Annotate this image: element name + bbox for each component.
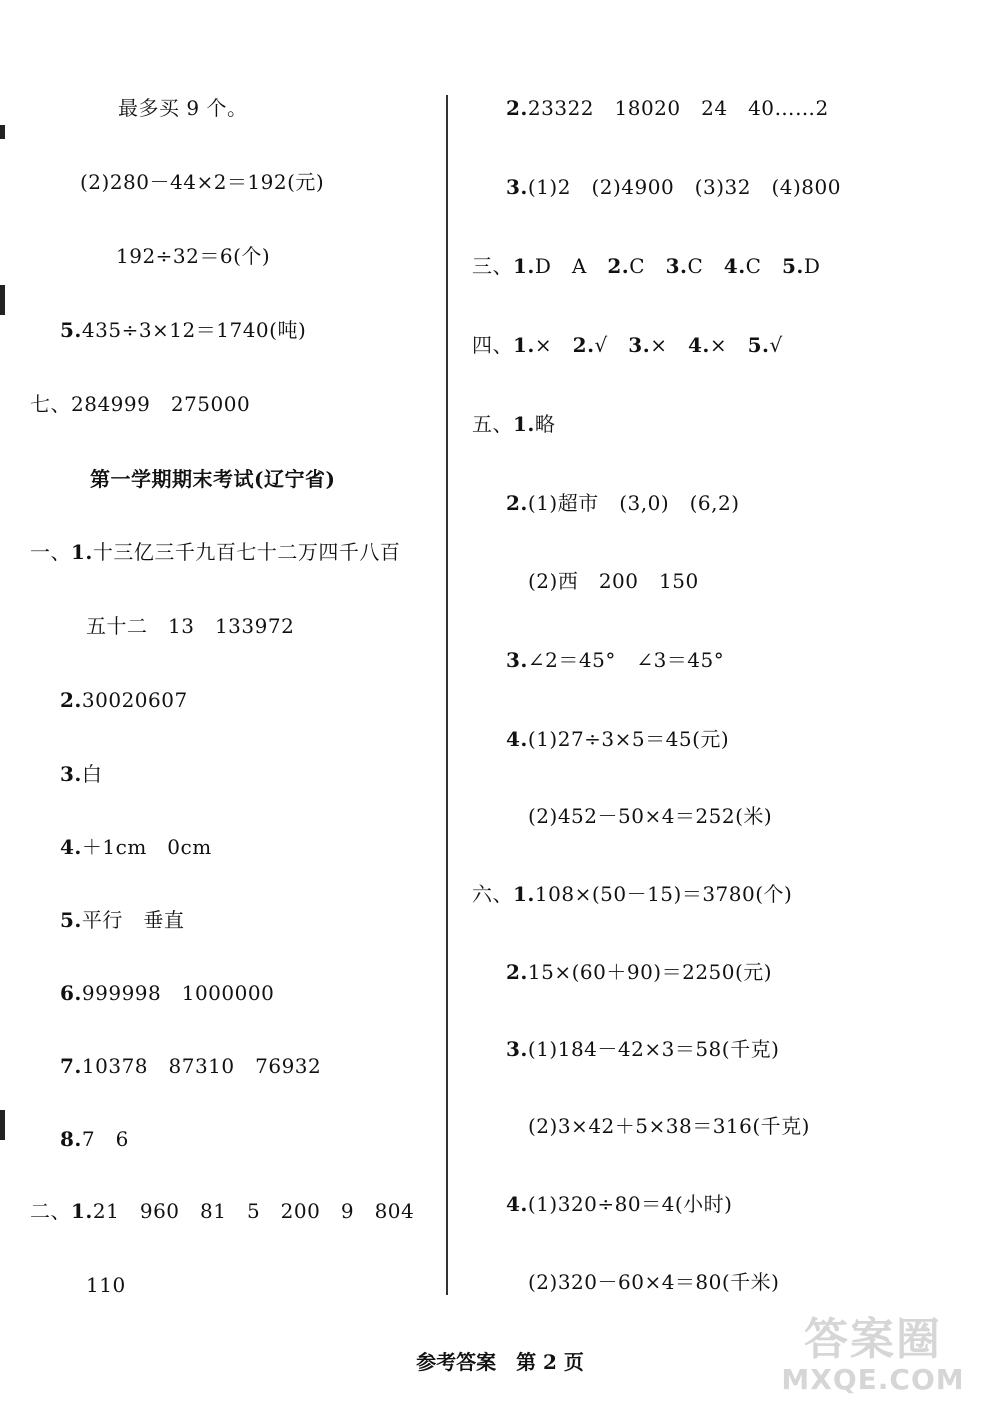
answer-line: (2)280－44×2＝192(元) xyxy=(80,170,325,194)
answer-line: 2.15×(60＋90)＝2250(元) xyxy=(506,960,773,984)
section-answer-line: 七、284999 275000 xyxy=(30,392,251,416)
answer-line: 2.(1)超市 (3,0) (6,2) xyxy=(506,491,740,515)
answer-line: 3.(1)2 (2)4900 (3)32 (4)800 xyxy=(506,175,841,199)
answer-line: 110 xyxy=(86,1273,126,1297)
answer-line: 二、1.21 960 81 5 200 9 804 xyxy=(30,1199,415,1223)
answer-line: 6.999998 1000000 xyxy=(60,981,275,1005)
answer-line: 3.∠2＝45° ∠3＝45° xyxy=(506,648,725,672)
binding-mark xyxy=(0,285,5,315)
watermark-url: MXQE.COM xyxy=(781,1363,965,1396)
answer-line: (2)320－60×4＝80(千米) xyxy=(528,1270,780,1294)
page-footer: 参考答案 第 2 页 xyxy=(416,1350,584,1374)
answer-line: 5.435÷3×12＝1740(吨) xyxy=(60,318,307,342)
site-watermark xyxy=(768,1314,978,1398)
watermark-logo-text: 答案圈 xyxy=(804,1314,942,1365)
column-divider xyxy=(446,95,448,1295)
answer-line: 5.平行 垂直 xyxy=(60,908,185,932)
answer-line: 3.白 xyxy=(60,762,103,786)
answer-line: 一、1.十三亿三千九百七十二万四千八百 xyxy=(30,540,401,564)
answer-line: 4.＋1cm 0cm xyxy=(60,835,212,859)
answer-line: 五、1.略 xyxy=(472,412,556,436)
answer-line: 2.23322 18020 24 40……2 xyxy=(506,96,829,120)
answer-line: 四、1.× 2.√ 3.× 4.× 5.√ xyxy=(472,333,783,357)
answer-line: 2.30020607 xyxy=(60,688,188,712)
answer-line: 4.(1)27÷3×5＝45(元) xyxy=(506,727,730,751)
answer-line: 六、1.108×(50－15)＝3780(个) xyxy=(472,882,793,906)
answer-line: 7.10378 87310 76932 xyxy=(60,1054,322,1078)
answer-line: (2)452－50×4＝252(米) xyxy=(528,804,773,828)
answer-line: (2)3×42＋5×38＝316(千克) xyxy=(528,1114,810,1138)
answer-line: 最多买 9 个。 xyxy=(118,96,248,120)
section-title: 第一学期期末考试(辽宁省) xyxy=(90,467,336,491)
answer-line: 4.(1)320÷80＝4(小时) xyxy=(506,1192,733,1216)
answer-line: 3.(1)184－42×3＝58(千克) xyxy=(506,1037,780,1061)
answer-line: 三、1.D A 2.C 3.C 4.C 5.D xyxy=(472,254,821,278)
answer-line: 五十二 13 133972 xyxy=(86,614,295,638)
answer-line: 8.7 6 xyxy=(60,1127,129,1151)
answer-line: (2)西 200 150 xyxy=(528,569,699,593)
binding-mark xyxy=(0,125,5,139)
answer-line: 192÷32＝6(个) xyxy=(116,244,271,268)
binding-mark xyxy=(0,1110,5,1140)
